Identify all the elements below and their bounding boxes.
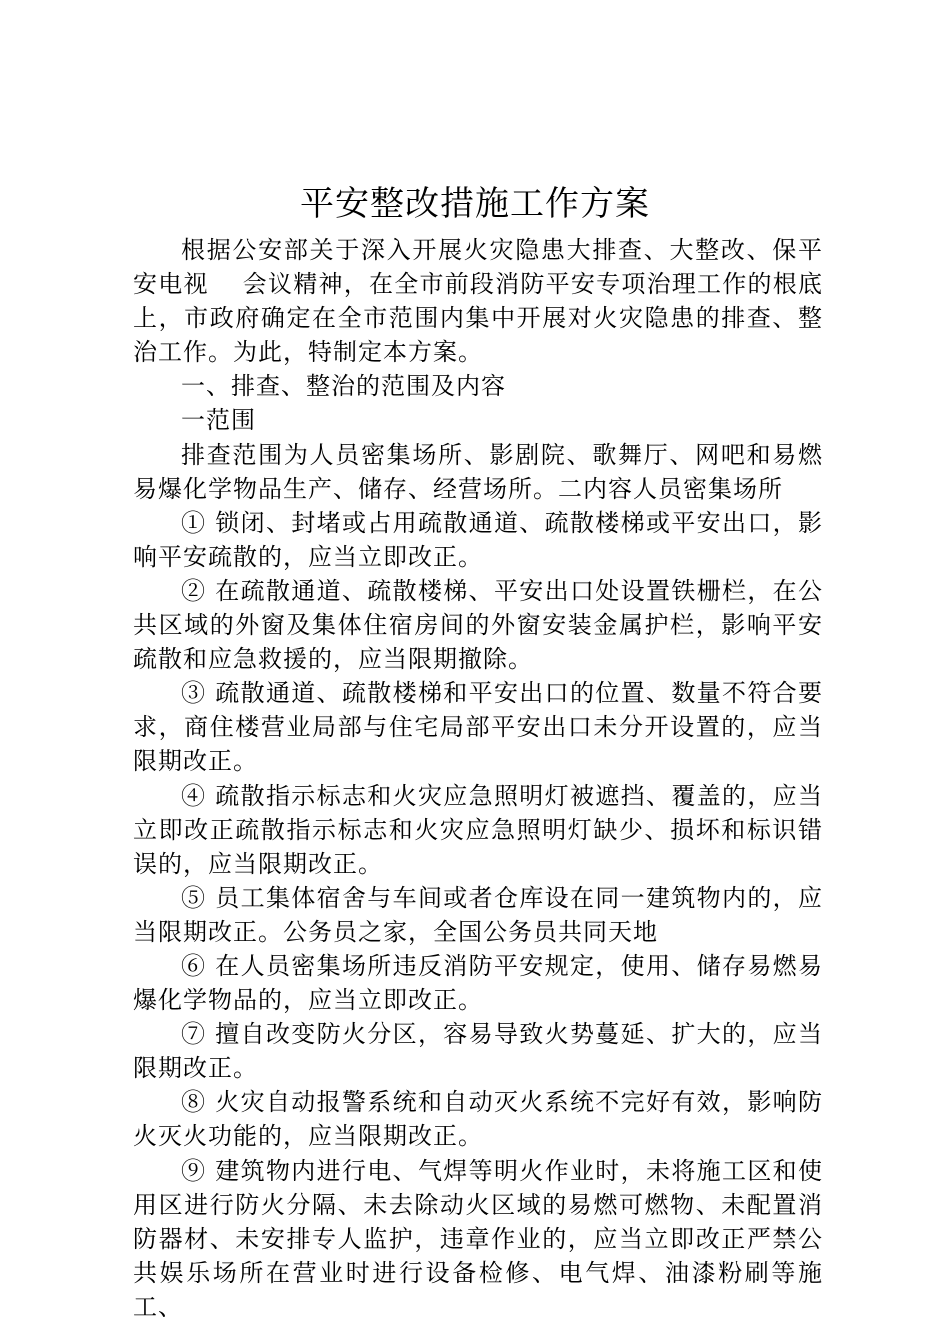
list-item-8: ⑧ 火灾自动报警系统和自动灭火系统不完好有效，影响防火灭火功能的，应当限期改正。: [133, 1088, 823, 1151]
paragraph-intro: 根据公安部关于深入开展火灾隐患大排查、大整改、保平安电视 会议精神，在全市前段消防平安专项治理工作的根底上，市政府确定在全市范围内集中开展对火灾隐患的排查、整治工作。为此，特制定本方案。: [133, 236, 823, 367]
list-item-9: ⑨ 建筑物内进行电、气焊等明火作业时，未将施工区和使用区进行防火分隔、未去除动火区域的易燃可燃物、未配置消防器材、未安排专人监护，违章作业的，应当立即改正严禁公共娱乐场所在营业时进行设备检修、电气焊、油漆粉刷等施工、: [133, 1156, 823, 1321]
list-item-5: ⑤ 员工集体宿舍与车间或者仓库设在同一建筑物内的，应当限期改正。公务员之家，全国公务员共同天地: [133, 883, 823, 946]
list-item-4: ④ 疏散指示标志和火灾应急照明灯被遮挡、覆盖的，应当立即改正疏散指示标志和火灾应急照明灯缺少、损坏和标识错误的，应当限期改正。: [133, 781, 823, 878]
list-item-6: ⑥ 在人员密集场所违反消防平安规定，使用、储存易燃易爆化学物品的，应当立即改正。: [133, 951, 823, 1015]
list-item-7: ⑦ 擅自改变防火分区，容易导致火势蔓延、扩大的，应当限期改正。: [133, 1020, 823, 1083]
list-item-2: ② 在疏散通道、疏散楼梯、平安出口处设置铁栅栏，在公共区域的外窗及集体住宿房间的外窗安装金属护栏，影响平安疏散和应急救援的，应当限期撤除。: [133, 576, 823, 674]
subsection-heading-scope: 一范围: [181, 406, 256, 435]
section-heading-scope-content: 一、排查、整治的范围及内容: [181, 372, 506, 401]
document-body: [133, 233, 823, 1324]
document-title: 平安整改措施工作方案: [300, 184, 650, 224]
list-item-1: ① 锁闭、封堵或占用疏散通道、疏散楼梯或平安出口，影响平安疏散的，应当立即改正。: [133, 508, 823, 571]
paragraph-scope: 排查范围为人员密集场所、影剧院、歌舞厅、网吧和易燃易爆化学物品生产、储存、经营场所。二内容人员密集场所: [133, 440, 823, 503]
list-item-3: ③ 疏散通道、疏散楼梯和平安出口的位置、数量不符合要求，商住楼营业局部与住宅局部平安出口未分开设置的，应当限期改正。: [133, 679, 823, 776]
